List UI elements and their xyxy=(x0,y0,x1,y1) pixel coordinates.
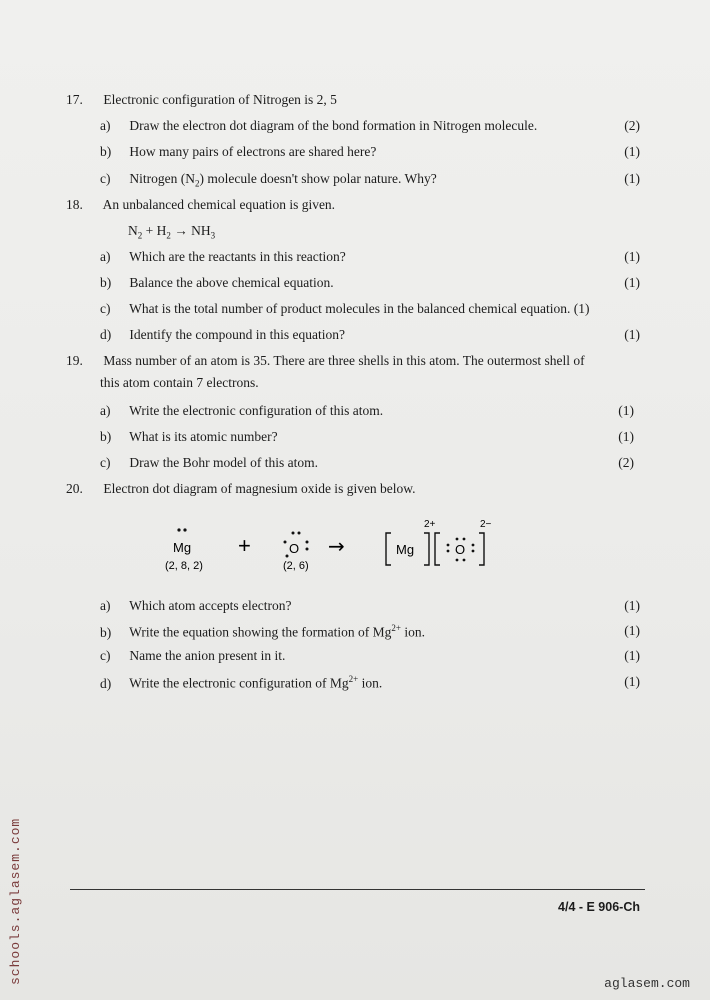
marks: (1) xyxy=(624,144,640,159)
q20-part-d: d) Write the electronic configuration of $Mg^{2+}$ ion. (1) xyxy=(100,674,640,691)
question-text: Electronic configuration of Nitrogen is 2, 5 xyxy=(103,92,337,107)
mg-symbol: Mg xyxy=(173,540,192,555)
marks: (1) xyxy=(624,648,640,663)
question-17 xyxy=(66,92,337,108)
o-ion-symbol: O xyxy=(455,542,466,557)
marks: (2) xyxy=(618,455,634,470)
question-text: Electron dot diagram of magnesium oxide is given below. xyxy=(103,481,416,496)
marks: (1) xyxy=(624,598,640,613)
question-18 xyxy=(66,197,335,213)
marks: (1) xyxy=(618,429,634,444)
q18-part-d: d) Identify the compound in this equation? (1) xyxy=(100,327,640,342)
q18-part-c: c) What is the total number of product molecules in the balanced chemical equation. (1) xyxy=(100,301,590,316)
question-19-continued: this atom contain 7 electrons. xyxy=(100,375,259,390)
mg-ion-charge: 2+ xyxy=(424,519,436,530)
question-number: 17. xyxy=(66,92,83,107)
question-text: An unbalanced chemical equation is given. xyxy=(102,197,336,212)
chemical-equation: $N_2 + H_2 \to NH_3$ xyxy=(128,223,216,241)
q19-part-a: a) Write the electronic configuration of this atom. (1) xyxy=(100,403,634,418)
question-number: 18. xyxy=(66,197,83,212)
q17-part-a: a) Draw the electron dot diagram of the bond formation in Nitrogen molecule. (2) xyxy=(100,118,640,133)
marks: (1) xyxy=(624,249,640,264)
q17-part-c: c) Nitrogen $(N_2)$ molecule doesn't show polar nature. Why? (1) xyxy=(100,171,640,189)
marks: (2) xyxy=(624,118,640,133)
marks: (1) xyxy=(624,275,640,290)
plus-sign: + xyxy=(238,533,251,558)
question-number: 20. xyxy=(66,481,83,496)
q20-part-b: b) Write the equation showing the formation of $Mg^{2+}$ ion. (1) xyxy=(100,623,640,640)
mg-ion-symbol: Mg xyxy=(396,542,415,557)
question-number: 19. xyxy=(66,353,83,368)
mg-configuration: (2, 8, 2) xyxy=(165,560,203,572)
marks: (1) xyxy=(624,327,640,342)
o-symbol: O xyxy=(289,541,300,556)
side-watermark: schools.aglasem.com xyxy=(8,817,23,985)
q19-part-c: c) Draw the Bohr model of this atom. (2) xyxy=(100,455,634,470)
reaction-arrow: → xyxy=(328,534,345,558)
q20-part-a: a) Which atom accepts electron? (1) xyxy=(100,598,640,613)
bottom-watermark: aglasem.com xyxy=(604,976,690,991)
marks: (1) xyxy=(618,403,634,418)
mgo-electron-dot-diagram xyxy=(165,510,505,590)
footer-divider xyxy=(70,889,645,890)
q18-part-a: a) Which are the reactants in this reaction? (1) xyxy=(100,249,640,264)
q17-part-b: b) How many pairs of electrons are shared here? (1) xyxy=(100,144,640,159)
marks: (1) xyxy=(624,171,640,186)
q18-part-b: b) Balance the above chemical equation. (1) xyxy=(100,275,640,290)
question-20 xyxy=(66,481,416,497)
o-configuration: (2, 6) xyxy=(283,560,309,572)
marks: (1) xyxy=(624,674,640,689)
q20-part-c: c) Name the anion present in it. (1) xyxy=(100,648,640,663)
o-ion-charge: 2− xyxy=(480,519,492,530)
q19-part-b: b) What is its atomic number? (1) xyxy=(100,429,634,444)
diagram-svg xyxy=(165,510,505,590)
marks: (1) xyxy=(624,623,640,638)
question-text: Mass number of an atom is 35. There are three shells in this atom. The outermost shell of xyxy=(103,353,585,368)
question-19 xyxy=(66,353,585,369)
page-code: 4/4 - E 906-Ch xyxy=(558,900,640,914)
